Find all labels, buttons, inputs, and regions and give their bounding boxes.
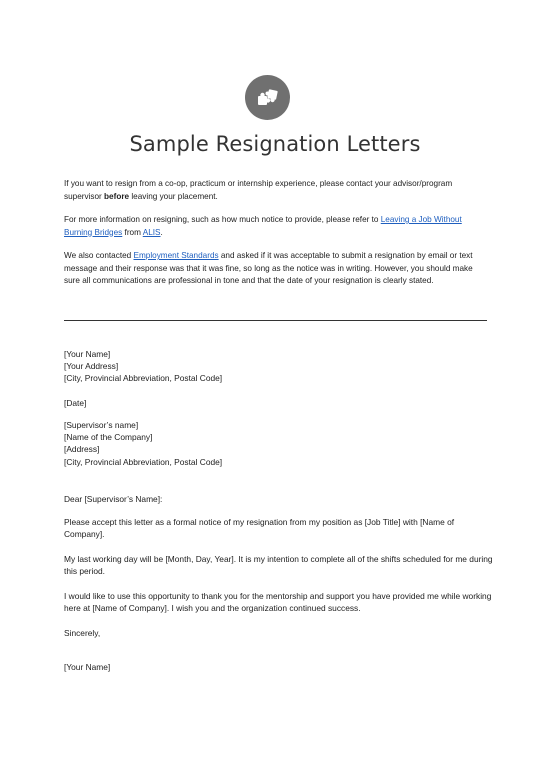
- intro-paragraph-3: [64, 250, 489, 288]
- recipient-address-block: [64, 419, 494, 468]
- letter-body-paragraph-1: [64, 516, 494, 540]
- address-line: [City, Provincial Abbreviation, Postal Code]: [64, 456, 223, 467]
- leaving-a-job-link[interactable]: Leaving a Job Without Burning Bridges: [64, 215, 462, 237]
- intro-text: If you want to resign from a co-op, practicum or internship experience, please contact your advisor/program supervisor: [64, 179, 453, 201]
- closing: [64, 627, 494, 639]
- intro-text: For more information on resigning, such as how much notice to provide, please refer to: [64, 215, 381, 224]
- intro-paragraph-1: [64, 178, 489, 203]
- address-line: [Supervisor’s name]: [64, 420, 139, 430]
- puzzle-pieces-icon: [245, 75, 290, 120]
- body-text: Please accept this letter as a formal notice of my resignation from my position as [Job Title] with [Name of Company].: [64, 517, 455, 540]
- intro-text: leaving your placement.: [129, 191, 218, 201]
- employment-standards-link[interactable]: Employment Standards: [133, 251, 219, 260]
- address-line: [Address]: [64, 444, 100, 455]
- salutation: [64, 493, 494, 505]
- intro-text: and asked if it was acceptable to submit a resignation by email or text message and their response was that it was fine, so long as the notice was in writing. However, you should make sure all communications are professional in tone and that the date of your resignation is clearly stated.: [64, 251, 473, 285]
- body-text: I would like to use this opportunity to thank you for the mentorship and support you have provided me while working here at [Name of Company]. I wish you and the organization continued success.: [64, 591, 492, 614]
- intro-text: We also contacted: [64, 251, 134, 260]
- signature: [64, 661, 494, 673]
- letter-date: [64, 397, 494, 409]
- address-line: [Your Name]: [64, 349, 111, 359]
- salutation-text: Dear [Supervisor’s Name]:: [64, 494, 163, 504]
- address-line: [City, Provincial Abbreviation, Postal Code]: [64, 373, 223, 384]
- letter-body-paragraph-3: [64, 590, 494, 614]
- signature-text: [Your Name]: [64, 662, 111, 672]
- closing-text: Sincerely,: [64, 628, 101, 638]
- page-title: Sample Resignation Letters: [129, 132, 421, 156]
- date-text: [Date]: [64, 398, 87, 408]
- alis-link[interactable]: ALIS: [142, 227, 161, 237]
- intro-paragraph-2: [64, 214, 489, 239]
- emphasis-text: before: [104, 191, 130, 201]
- letter-body-paragraph-2: [64, 553, 494, 577]
- body-text: My last working day will be [Month, Day, Year]. It is my intention to complete all of the shifts scheduled for me during this period.: [64, 554, 493, 577]
- intro-text: from: [122, 227, 143, 237]
- address-line: [Your Address]: [64, 361, 119, 372]
- intro-text: .: [160, 227, 163, 237]
- sender-address-block: [64, 348, 494, 385]
- section-divider: [64, 320, 487, 321]
- address-line: [Name of the Company]: [64, 432, 153, 443]
